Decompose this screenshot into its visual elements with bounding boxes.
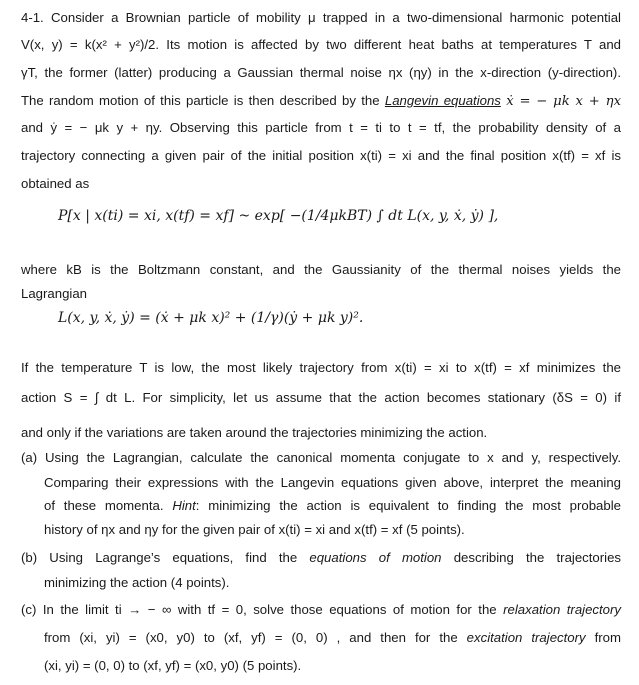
- problem-line-4: [21, 93, 621, 110]
- text-segment: from: [594, 630, 621, 645]
- emphasis-excitation-trajectory: excitation trajectory: [466, 630, 586, 645]
- problem-line-3: γT, the former (latter) producing a Gaussian thermal noise ηx (ηy) in the x-direction (y-direction).: [21, 65, 621, 80]
- emphasis-relaxation-trajectory: relaxation trajectory: [503, 602, 621, 617]
- text-segment: from (xi, yi) = (x0, y0) to (xf, yf) = (0, 0) , and then for the: [44, 630, 458, 645]
- problem-line-11: action S = ∫ dt L. For simplicity, let us assume that the action becomes stationary (δS = 0) if: [21, 390, 621, 405]
- part-a-line-2: Comparing their expressions with the Langevin equations given above, interpret the meaning: [44, 475, 621, 490]
- emphasis-equations-of-motion: equations of motion: [309, 550, 442, 565]
- text-segment: (c) In the limit ti → − ∞ with tf = 0, solve those equations of motion for the: [21, 602, 497, 617]
- part-c-line-3: (xi, yi) = (0, 0) to (xf, yf) = (x0, y0) (5 points).: [44, 658, 302, 673]
- text-segment: (b) Using Lagrange’s equations, find the: [21, 550, 298, 565]
- problem-line-9: Lagrangian: [21, 286, 87, 301]
- part-a-line-4: history of ηx and ηy for the given pair of x(ti) = xi and x(tf) = xf (5 points).: [44, 522, 465, 537]
- problem-line-10: If the temperature T is low, the most likely trajectory from x(ti) = xi to x(tf) = xf minimizes the: [21, 360, 621, 375]
- problem-line-8: where kB is the Boltzmann constant, and the Gaussianity of the thermal noises yields the: [21, 262, 621, 277]
- part-a-line-3: [44, 498, 621, 514]
- problem-line-12: and only if the variations are taken around the trajectories minimizing the action.: [21, 425, 488, 440]
- problem-line-6: trajectory connecting a given pair of the initial position x(ti) = xi and the final position x(tf) = xf is: [21, 148, 621, 163]
- problem-line-7: obtained as: [21, 176, 90, 191]
- text-segment: The random motion of this particle is then described by the: [21, 93, 380, 108]
- part-b-line-1: [21, 550, 621, 566]
- langevin-link[interactable]: Langevin equations: [384, 93, 501, 108]
- problem-line-1: 4-1. Consider a Brownian particle of mobility μ trapped in a two-dimensional harmonic potential: [21, 10, 621, 25]
- problem-line-2: V(x, y) = k(x² + y²)/2. Its motion is affected by two different heat baths at temperatures T and: [21, 37, 621, 52]
- text-segment: : minimizing the action is equivalent to finding the most probable: [195, 498, 621, 513]
- part-c-line-1: [21, 602, 621, 618]
- text-segment: of these momenta.: [44, 498, 164, 513]
- equation-probability: P[x | x(ti) = xi, x(tf) = xf] ~ exp[ −(1/4μkBT) ∫ dt L(x, y, ẋ, ẏ) ],: [58, 208, 499, 224]
- text-segment: describing the trajectories: [453, 550, 622, 565]
- part-a-line-1: (a) Using the Lagrangian, calculate the canonical momenta conjugate to x and y, respectively.: [21, 450, 621, 465]
- problem-line-5: and ẏ = − μk y + ηy. Observing this particle from t = ti to t = tf, the probability density of a: [21, 120, 621, 135]
- part-c-line-2: [44, 630, 621, 646]
- equation-lagrangian: L(x, y, ẋ, ẏ) = (ẋ + μk x)² + (1/γ)(ẏ + μk y)².: [58, 310, 364, 326]
- part-b-line-2: minimizing the action (4 points).: [44, 575, 230, 590]
- langevin-eq-x: ẋ = − μk x + ηx: [506, 94, 622, 109]
- hint-label: Hint: [172, 498, 196, 513]
